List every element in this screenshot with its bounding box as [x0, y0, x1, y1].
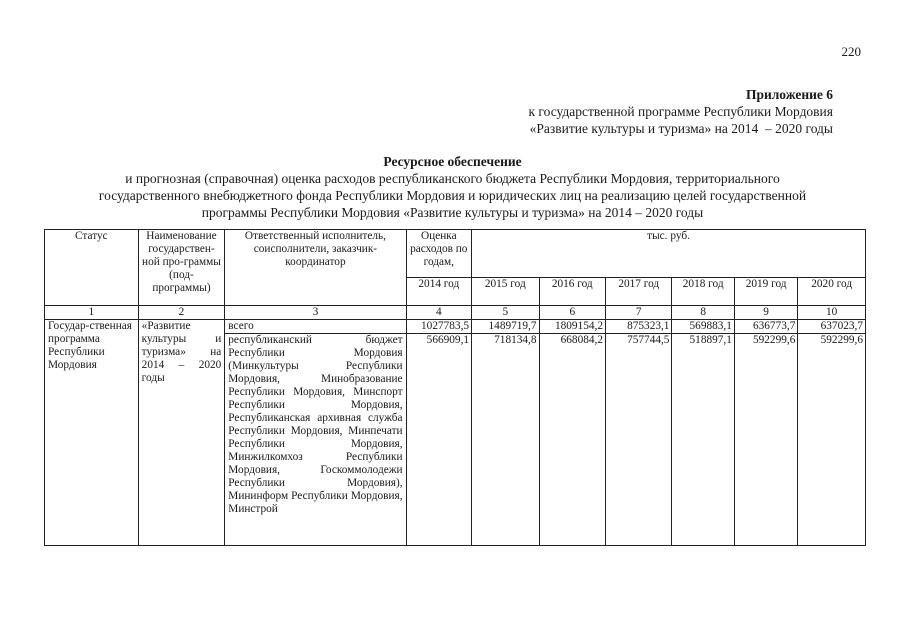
document-heading [0, 153, 905, 221]
header-executor: Ответственный исполнитель, соисполнители, заказчик-координатор [225, 230, 406, 306]
heading-line-1: и прогнозная (справочная) оценка расходов республиканского бюджета Республики Мордовия, территориального [125, 171, 780, 186]
column-number: 5 [472, 306, 539, 320]
program-name-cell: «Развитие культуры и туризма» на 2014 – 2020 годы [138, 320, 225, 546]
heading-line-2: государственного внебюджетного фонда Республики Мордовия и юридических лиц на реализацию целей государственной [98, 188, 807, 203]
value-cell: 1027783,5 [406, 320, 471, 334]
value-cell: 518897,1 [672, 334, 734, 546]
appendix-line-1: к государственной программе Республики Мордовия [528, 104, 833, 119]
header-status: Статус [45, 230, 139, 306]
year-header: 2017 год [606, 278, 672, 306]
heading-line-3: программы Республики Мордовия «Развитие культуры и туризма» на 2014 – 2020 годы [201, 205, 704, 220]
year-header: 2014 год [406, 278, 471, 306]
value-cell: 718134,8 [472, 334, 539, 546]
header-estimate: Оценка расходов по годам, [406, 230, 471, 278]
table-header-row [45, 230, 866, 278]
executor-cell: республиканский бюджет Республики Мордовия (Минкультуры Республики Мордовия, Минобразование Республики Мордовия, Минспорт Республики Мордовия, Республиканская архивная служба Республики Мордовия, Минпечати Республики Мордовия, Минжилкомхоз Республики Мордовия, Госкоммолодежи Республики Мордовия), Мининформ Республики Мордовия, Минстрой [225, 334, 406, 546]
value-cell: 592299,6 [734, 334, 797, 546]
value-cell: 757744,5 [606, 334, 672, 546]
status-cell: Государ-ственная программа Республики Мордовия [45, 320, 139, 546]
year-header: 2018 год [672, 278, 734, 306]
column-number: 4 [406, 306, 471, 320]
header-units: тыс. руб. [472, 230, 866, 278]
year-header: 2020 год [798, 278, 866, 306]
appendix-block [529, 86, 834, 137]
value-cell: 1809154,2 [539, 320, 605, 334]
appendix-title: Приложение 6 [745, 87, 833, 102]
column-number: 9 [734, 306, 797, 320]
column-number-row [45, 306, 866, 320]
page-number: 220 [841, 44, 861, 59]
column-number: 1 [45, 306, 139, 320]
year-header: 2016 год [539, 278, 605, 306]
column-number: 8 [672, 306, 734, 320]
heading-title: Ресурсное обеспечение [383, 154, 522, 169]
executor-cell: всего [225, 320, 406, 334]
year-header: 2019 год [734, 278, 797, 306]
value-cell: 1489719,7 [472, 320, 539, 334]
header-name: Наименование государствен-ной про-граммы (под-программы) [138, 230, 225, 306]
value-cell: 637023,7 [798, 320, 866, 334]
appendix-line-2: «Развитие культуры и туризма» на 2014 – 2020 годы [529, 121, 833, 136]
value-cell: 592299,6 [798, 334, 866, 546]
year-header: 2015 год [472, 278, 539, 306]
value-cell: 668084,2 [539, 334, 605, 546]
value-cell: 566909,1 [406, 334, 471, 546]
value-cell: 569883,1 [672, 320, 734, 334]
column-number: 2 [138, 306, 225, 320]
column-number: 10 [798, 306, 866, 320]
value-cell: 875323,1 [606, 320, 672, 334]
column-number: 7 [606, 306, 672, 320]
table-row-total [45, 320, 866, 334]
resource-table [44, 229, 866, 546]
value-cell: 636773,7 [734, 320, 797, 334]
column-number: 3 [225, 306, 406, 320]
column-number: 6 [539, 306, 605, 320]
